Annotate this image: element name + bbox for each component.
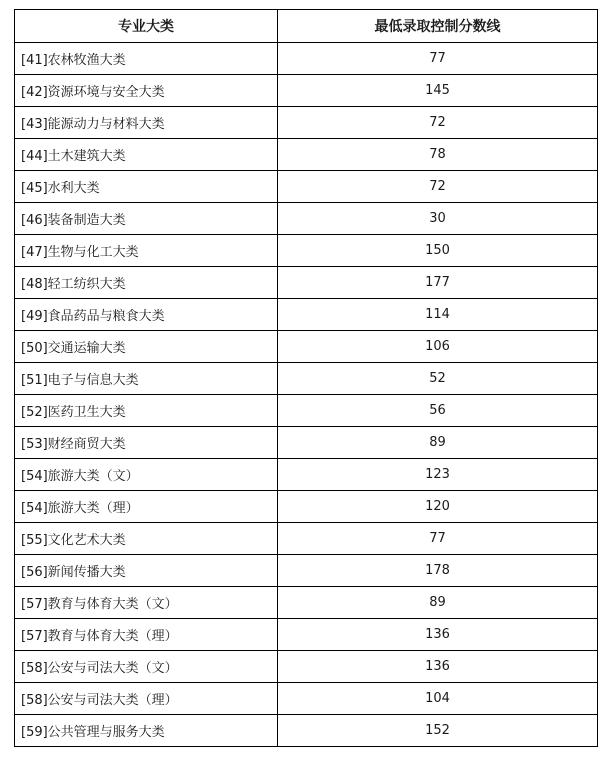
min-score-cell: 30	[278, 203, 598, 235]
major-category-cell: [51]电子与信息大类	[15, 363, 278, 395]
table-row	[15, 203, 598, 235]
min-score-cell: 106	[278, 331, 598, 363]
table-row	[15, 363, 598, 395]
major-category-cell: [46]装备制造大类	[15, 203, 278, 235]
major-category-cell: [52]医药卫生大类	[15, 395, 278, 427]
major-category-cell: [58]公安与司法大类（文）	[15, 651, 278, 683]
major-category-cell: [56]新闻传播大类	[15, 555, 278, 587]
min-score-cell: 104	[278, 683, 598, 715]
major-category-cell: [53]财经商贸大类	[15, 427, 278, 459]
header-major-category: 专业大类	[15, 10, 278, 43]
major-category-cell: [57]教育与体育大类（理）	[15, 619, 278, 651]
min-score-cell: 145	[278, 75, 598, 107]
table-row	[15, 171, 598, 203]
table-row	[15, 587, 598, 619]
table-body	[15, 43, 598, 747]
table-row	[15, 619, 598, 651]
min-score-cell: 77	[278, 43, 598, 75]
major-category-cell: [45]水利大类	[15, 171, 278, 203]
table-row	[15, 75, 598, 107]
major-category-cell: [42]资源环境与安全大类	[15, 75, 278, 107]
table-row	[15, 715, 598, 747]
min-score-cell: 120	[278, 491, 598, 523]
table-row	[15, 459, 598, 491]
table-row	[15, 395, 598, 427]
major-category-cell: [54]旅游大类（文）	[15, 459, 278, 491]
major-category-cell: [41]农林牧渔大类	[15, 43, 278, 75]
min-score-cell: 136	[278, 651, 598, 683]
min-score-cell: 150	[278, 235, 598, 267]
major-category-cell: [54]旅游大类（理）	[15, 491, 278, 523]
min-score-cell: 89	[278, 587, 598, 619]
header-min-score: 最低录取控制分数线	[278, 10, 598, 43]
table-row	[15, 555, 598, 587]
table-row	[15, 299, 598, 331]
min-score-cell: 78	[278, 139, 598, 171]
min-score-cell: 56	[278, 395, 598, 427]
table-header-row	[15, 10, 598, 43]
table-row	[15, 523, 598, 555]
major-category-cell: [55]文化艺术大类	[15, 523, 278, 555]
score-table-container	[14, 9, 597, 747]
table-row	[15, 683, 598, 715]
table-row	[15, 427, 598, 459]
table-row	[15, 331, 598, 363]
table-row	[15, 139, 598, 171]
min-score-cell: 136	[278, 619, 598, 651]
min-score-cell: 123	[278, 459, 598, 491]
min-score-cell: 72	[278, 107, 598, 139]
min-score-cell: 152	[278, 715, 598, 747]
table-row	[15, 235, 598, 267]
min-score-cell: 72	[278, 171, 598, 203]
min-score-cell: 177	[278, 267, 598, 299]
min-score-cell: 178	[278, 555, 598, 587]
min-score-cell: 89	[278, 427, 598, 459]
major-category-cell: [59]公共管理与服务大类	[15, 715, 278, 747]
major-category-cell: [49]食品药品与粮食大类	[15, 299, 278, 331]
major-category-cell: [48]轻工纺织大类	[15, 267, 278, 299]
min-score-cell: 52	[278, 363, 598, 395]
table-row	[15, 267, 598, 299]
major-category-cell: [44]土木建筑大类	[15, 139, 278, 171]
major-category-cell: [43]能源动力与材料大类	[15, 107, 278, 139]
major-category-cell: [58]公安与司法大类（理）	[15, 683, 278, 715]
table-row	[15, 43, 598, 75]
table-row	[15, 651, 598, 683]
major-category-cell: [47]生物与化工大类	[15, 235, 278, 267]
major-category-cell: [57]教育与体育大类（文）	[15, 587, 278, 619]
table-row	[15, 107, 598, 139]
min-score-cell: 114	[278, 299, 598, 331]
min-score-cell: 77	[278, 523, 598, 555]
table-row	[15, 491, 598, 523]
major-category-cell: [50]交通运输大类	[15, 331, 278, 363]
score-table	[14, 9, 598, 747]
